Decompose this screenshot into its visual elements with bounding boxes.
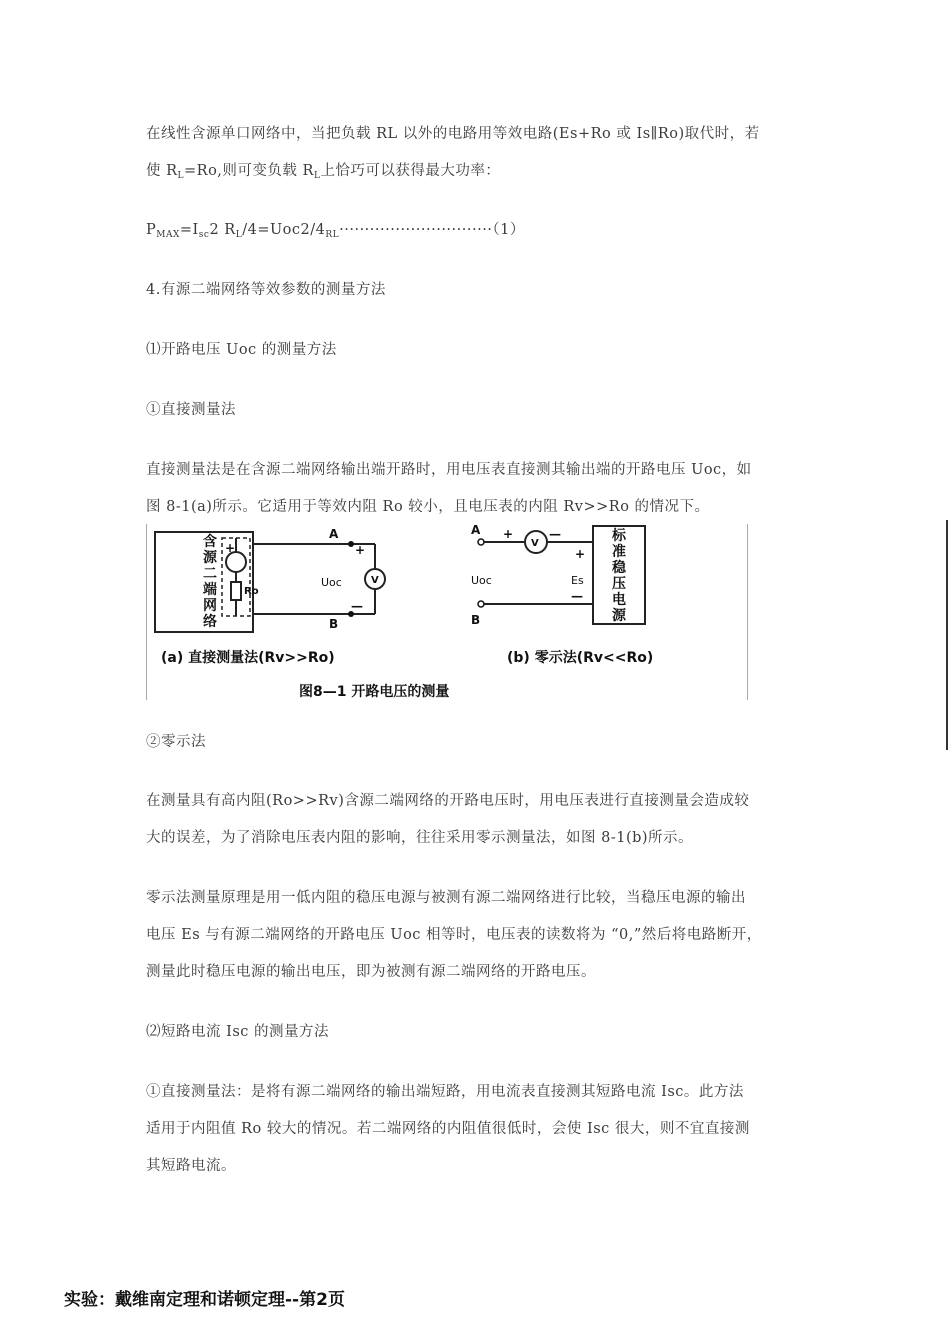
subscript: L	[235, 230, 243, 240]
text-fragment: 使 R	[146, 163, 178, 179]
paragraph-intro	[146, 116, 806, 195]
figure-title: 图8—1 开路电压的测量	[299, 684, 450, 700]
text-line: ①直接测量法：是将有源二端网络的输出端短路，用电流表直接测其短路电流 Isc。此方法	[146, 1084, 744, 1100]
plus-sign: +	[225, 541, 236, 555]
paragraph-direct	[146, 452, 806, 526]
formula	[146, 212, 806, 254]
text-fragment: 上恰巧可以获得最大功率：	[320, 163, 501, 179]
circuit-diagram	[147, 524, 747, 700]
text-line: 测量此时稳压电源的输出电压，即为被测有源二端网络的开路电压。	[146, 964, 596, 980]
formula-line	[146, 212, 806, 254]
box-label-char: 端	[203, 582, 217, 598]
plus-sign: +	[503, 527, 514, 541]
heading-zero-method: ②零示法	[146, 734, 206, 750]
heading-isc: ⑵短路电流 Isc 的测量方法	[146, 1024, 330, 1040]
text-line: 直接测量法是在含源二端网络输出端开路时，用电压表直接测其输出端的开路电压 Uoc，如	[146, 462, 752, 478]
resistor-ro	[231, 582, 241, 600]
page-footer: 实验：戴维南定理和诺顿定理--第2页	[64, 1290, 345, 1310]
text-fragment: =Ro,则可变负载 R	[184, 163, 314, 179]
terminal-a-a	[348, 541, 354, 547]
caption-b: (b) 零示法(Rv<<Ro)	[507, 650, 654, 666]
text-line	[146, 153, 806, 195]
page-edge-line	[946, 520, 948, 750]
uoc-label: Uoc	[321, 576, 342, 589]
source-symbol	[226, 552, 246, 572]
source-label-char: 压	[612, 576, 626, 592]
paragraph-zero-1	[146, 783, 806, 857]
source-label-char: 准	[612, 544, 626, 560]
text-line: 电压 Es 与有源二端网络的开路电压 Uoc 相等时，电压表的读数将为 “0,”然后将电路断开，	[146, 927, 762, 943]
plus-sign: +	[575, 547, 586, 561]
minus-sign: —	[549, 527, 561, 541]
box-label-char: 含	[203, 534, 217, 550]
text-fragment: /4=Uoc2/4	[242, 222, 326, 238]
text-fragment: P	[146, 222, 157, 238]
ro-label: Ro	[244, 586, 259, 597]
subscript: MAX	[156, 230, 180, 240]
paragraph-zero-2	[146, 880, 806, 991]
terminal-b-b	[478, 601, 484, 607]
terminal-a-b	[478, 539, 484, 545]
text-fragment: ······························（1）	[339, 222, 525, 238]
caption-a: (a) 直接测量法(Rv>>Ro)	[161, 650, 335, 666]
text-line: 适用于内阻值 Ro 较大的情况。若二端网络的内阻值很低时，会使 Isc 很大，则不宜直接测	[146, 1121, 750, 1137]
paragraph-isc	[146, 1074, 806, 1185]
text-line: 零示法测量原理是用一低内阻的稳压电源与被测有源二端网络进行比较，当稳压电源的输出	[146, 890, 746, 906]
heading-section-4: 4.有源二端网络等效参数的测量方法	[146, 282, 386, 298]
text-fragment: =I	[179, 222, 199, 238]
subscript: L	[313, 171, 321, 181]
source-label-char: 标	[612, 528, 626, 544]
source-label-char: 稳	[612, 560, 626, 576]
text-line: 在线性含源单口网络中，当把负载 RL 以外的电路用等效电路(Es+Ro 或 Is∥Ro)取代时，若	[146, 126, 760, 142]
heading-uoc: ⑴开路电压 Uoc 的测量方法	[146, 342, 337, 358]
es-label: Es	[571, 574, 584, 587]
text-line: 大的误差，为了消除电压表内阻的影响，往往采用零示测量法，如图 8-1(b)所示。	[146, 830, 694, 846]
subscript: RL	[325, 230, 340, 240]
box-label-char: 二	[203, 566, 217, 582]
minus-sign: —	[351, 599, 363, 613]
text-line: 图 8-1(a)所示。它适用于等效内阻 Ro 较小，且电压表的内阻 Rv>>Ro 的情况下。	[146, 499, 710, 515]
voltmeter-label: V	[531, 538, 539, 549]
plus-sign: +	[355, 543, 366, 557]
node-a-label: A	[471, 524, 481, 537]
node-b-label: B	[471, 613, 481, 627]
voltmeter-label: V	[371, 575, 379, 586]
text-fragment: 2 R	[209, 222, 236, 238]
node-a-label: A	[329, 527, 339, 541]
text-line: 其短路电流。	[146, 1158, 236, 1174]
subscript: L	[177, 171, 185, 181]
subscript: sc	[198, 230, 210, 240]
heading-direct-method: ①直接测量法	[146, 402, 236, 418]
source-label-char: 电	[612, 592, 626, 608]
box-label-char: 网	[203, 598, 217, 614]
figure-8-1	[146, 524, 748, 700]
minus-sign: —	[571, 589, 583, 603]
text-line: 在测量具有高内阻(Ro>>Rv)含源二端网络的开路电压时，用电压表进行直接测量会造成较	[146, 793, 750, 809]
uoc-label: Uoc	[471, 574, 492, 587]
source-label-char: 源	[612, 608, 626, 624]
box-label-char: 络	[203, 614, 217, 630]
node-b-label: B	[329, 617, 339, 631]
box-label-char: 源	[203, 550, 217, 566]
